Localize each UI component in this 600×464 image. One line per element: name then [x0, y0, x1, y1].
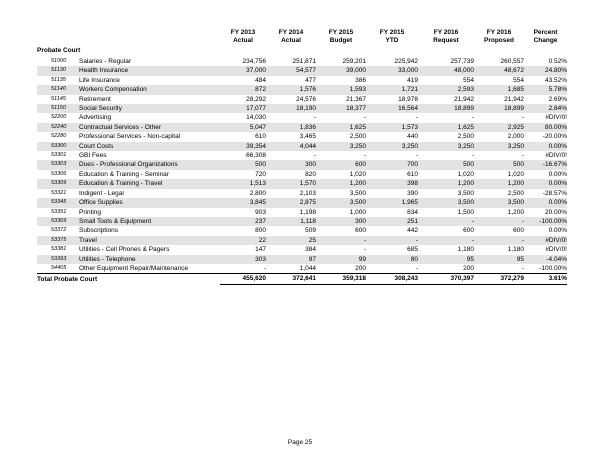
col-header-line1: FY 2015 [328, 29, 354, 36]
line-item-description: Utilities - Cell Phones & Pagers [79, 246, 170, 254]
amount-cell: 200 [463, 264, 474, 272]
table-row [37, 179, 567, 188]
amount-cell: 500 [418, 160, 474, 169]
account-code: 53306 [51, 170, 67, 177]
amount-cell: 1,576 [266, 85, 316, 94]
line-item-description: Education & Training - Seminar [79, 170, 169, 178]
percent-change-cell: #DIV/0! [545, 114, 567, 122]
amount-cell: - [521, 264, 524, 272]
amount-cell: 2,925 [474, 123, 524, 132]
amount-cell: 386 [355, 76, 366, 84]
account-code: 53372 [51, 227, 67, 234]
amount-cell: 237 [220, 217, 266, 226]
amount-cell: 80 [366, 255, 418, 264]
amount-cell: 3,500 [316, 198, 366, 207]
amount-cell: 1,625 [418, 123, 474, 132]
line-item-description: Printing [79, 208, 102, 216]
amount-cell: 1,180 [457, 246, 474, 254]
table-row [37, 113, 567, 122]
amount-cell: - [521, 114, 524, 122]
amount-cell: 48,672 [474, 66, 524, 75]
line-item-description: Salaries - Regular [79, 58, 132, 65]
amount-cell: 834 [407, 208, 418, 216]
amount-cell: 872 [220, 85, 266, 94]
total-value: 372,641 [266, 274, 316, 284]
col-header-line2: Proposed [484, 37, 514, 44]
amount-cell: 22 [220, 236, 266, 245]
amount-cell: 1,198 [299, 208, 316, 216]
account-code: 51150 [37, 104, 77, 113]
amount-cell: 3,845 [220, 198, 266, 207]
percent-change-cell: 24.80% [524, 66, 567, 75]
amount-cell: - [521, 152, 524, 160]
amount-cell: 3,250 [366, 142, 418, 151]
line-item-description: Contractual Services - Other [77, 123, 220, 132]
amount-cell: 1,020 [507, 170, 524, 178]
amount-cell: 1,570 [266, 179, 316, 188]
amount-cell: 16,564 [366, 104, 418, 113]
amount-cell: 1,685 [474, 85, 524, 94]
percent-change-cell: 5.78% [524, 85, 567, 94]
amount-cell: 1,625 [316, 123, 366, 132]
percent-change-cell: 80.00% [524, 123, 567, 132]
account-code: 53369 [37, 217, 77, 226]
amount-cell: 14,030 [246, 114, 266, 122]
account-code: 53351 [51, 208, 67, 215]
amount-cell: 1,513 [220, 179, 266, 188]
amount-cell: 66,308 [246, 152, 266, 160]
table-row [37, 66, 567, 75]
amount-cell: 610 [407, 170, 418, 178]
table-row [37, 189, 567, 198]
amount-cell: 600 [463, 227, 474, 235]
account-code: 51130 [37, 66, 77, 75]
col-header-line1: FY 2015 [379, 29, 405, 36]
amount-cell: 99 [316, 255, 366, 264]
amount-cell: 1,593 [316, 85, 366, 94]
amount-cell: 3,465 [299, 133, 316, 141]
percent-change-cell: -4.04% [524, 255, 567, 264]
line-item-description: Court Costs [77, 142, 220, 151]
amount-cell: 251 [366, 217, 418, 226]
total-percent-change: 3.61% [524, 274, 567, 284]
amount-cell: 700 [366, 160, 418, 169]
amount-cell: 33,000 [366, 66, 418, 75]
amount-cell: - [471, 114, 474, 122]
amount-cell: 1,118 [266, 217, 316, 226]
total-value: 308,243 [366, 274, 418, 284]
amount-cell: 1,573 [366, 123, 418, 132]
col-header-fy2014-actual [266, 29, 316, 45]
table-row [37, 57, 567, 66]
percent-change-cell: 0.00% [524, 198, 567, 207]
line-item-description: Professional Services - Non-capital [79, 133, 181, 141]
account-code: 52280 [51, 133, 67, 140]
table-row [37, 151, 567, 160]
table-row [37, 160, 567, 169]
amount-cell: 1,180 [507, 246, 524, 254]
amount-cell: - [363, 152, 366, 160]
amount-cell: 820 [305, 170, 316, 178]
col-header-line1: FY 2014 [278, 29, 304, 36]
col-header-line1: FY 2013 [230, 29, 256, 36]
amount-cell: 1,020 [349, 170, 366, 178]
amount-cell: 440 [407, 133, 418, 141]
amount-cell: 260,557 [500, 58, 524, 65]
col-header-line2: Request [433, 37, 459, 44]
amount-cell: - [366, 236, 418, 245]
percent-change-cell: #DIV/0! [545, 152, 567, 160]
line-item-description: Office Supplies [77, 198, 220, 207]
table-row [37, 226, 567, 235]
amount-cell: 18,899 [418, 104, 474, 113]
col-header-line2: Actual [281, 37, 301, 44]
amount-cell: 554 [513, 76, 524, 84]
amount-cell: 18,377 [316, 104, 366, 113]
line-item-description: Education & Training - Travel [77, 179, 220, 188]
account-code: 53393 [37, 255, 77, 264]
table-row [37, 95, 567, 104]
amount-cell: 600 [513, 227, 524, 235]
amount-cell: 1,000 [349, 208, 366, 216]
amount-cell: 600 [355, 227, 366, 235]
amount-cell: 600 [316, 160, 366, 169]
amount-cell: 200 [355, 264, 366, 272]
table-row [37, 170, 567, 179]
account-code: 52200 [51, 114, 67, 121]
amount-cell: 1,965 [366, 198, 418, 207]
amount-cell: - [471, 152, 474, 160]
amount-cell: - [313, 152, 316, 160]
account-code: 53375 [37, 236, 77, 245]
amount-cell: 500 [474, 160, 524, 169]
total-value: 370,397 [418, 274, 474, 284]
amount-cell: 1,200 [316, 179, 366, 188]
amount-cell: 477 [305, 76, 316, 84]
amount-cell: 3,250 [316, 142, 366, 151]
col-header-line2: Actual [233, 37, 253, 44]
amount-cell: 2,500 [507, 189, 524, 197]
percent-change-cell: -20.00% [542, 133, 567, 141]
amount-cell: - [418, 236, 474, 245]
table-row [37, 132, 567, 141]
line-item-description: Workers Compensation [77, 85, 220, 94]
amount-cell: 225,942 [394, 58, 418, 65]
amount-cell: 3,500 [457, 189, 474, 197]
amount-cell: - [474, 217, 524, 226]
percent-change-cell: 0.00% [548, 170, 567, 178]
line-item-description: Subscriptions [79, 227, 119, 235]
amount-cell: 18,899 [474, 104, 524, 113]
amount-cell: 21,367 [346, 95, 366, 103]
amount-cell: 2,800 [249, 189, 266, 197]
total-value: 359,318 [316, 274, 366, 284]
percent-change-cell: #DIV/0! [524, 236, 567, 245]
amount-cell: 442 [407, 227, 418, 235]
table-row [37, 208, 567, 217]
line-item-description: Dues - Professional Organizations [77, 160, 220, 169]
amount-cell: 259,201 [342, 58, 366, 65]
col-header-line1: FY 2016 [433, 29, 459, 36]
account-code: 51145 [51, 95, 66, 102]
account-code: 53321 [51, 189, 67, 196]
amount-cell: 25 [266, 236, 316, 245]
amount-cell: - [363, 246, 366, 254]
amount-cell: 3,500 [349, 189, 366, 197]
amount-cell: 384 [305, 246, 316, 254]
amount-cell: 95 [418, 255, 474, 264]
amount-cell: 54,577 [266, 66, 316, 75]
amount-cell: 37,000 [220, 66, 266, 75]
section-title: Probate Court [37, 47, 81, 54]
amount-cell: 3,500 [474, 198, 524, 207]
amount-cell: 500 [220, 160, 266, 169]
percent-change-cell: 20.00% [544, 208, 567, 216]
total-value: 455,620 [220, 274, 266, 284]
amount-cell: - [363, 114, 366, 122]
amount-cell: 419 [407, 76, 418, 84]
col-header-line2: YTD [385, 37, 399, 44]
line-item-description: Life Insurance [79, 76, 120, 84]
col-header-fy2016-request [418, 29, 474, 45]
percent-change-cell: 0.00% [524, 142, 567, 151]
amount-cell: 257,739 [450, 58, 474, 65]
amount-cell: 903 [255, 208, 266, 216]
table-row [37, 236, 567, 245]
percent-change-cell: 2.84% [524, 104, 567, 113]
account-code: 53381 [51, 246, 67, 253]
account-code: 51000 [51, 58, 67, 64]
table-row [37, 123, 567, 132]
amount-cell: - [418, 217, 474, 226]
percent-change-cell: -16.67% [524, 160, 567, 169]
line-item-description: Other Equipment Repair/Maintenance [79, 264, 189, 272]
percent-change-cell: #DIV/0! [545, 246, 567, 254]
line-item-description: GBI Fees [79, 152, 107, 160]
budget-rows [37, 57, 567, 274]
account-code: 53300 [37, 142, 77, 151]
amount-cell: 398 [366, 179, 418, 188]
amount-cell: 1,200 [507, 208, 524, 216]
account-code: 53303 [37, 160, 77, 169]
amount-cell: - [316, 236, 366, 245]
amount-cell: 48,000 [418, 66, 474, 75]
table-row [37, 198, 567, 207]
line-item-description: Retirement [79, 95, 111, 103]
amount-cell: 2,875 [266, 198, 316, 207]
amount-cell: 3,250 [418, 142, 474, 151]
amount-cell: 484 [255, 76, 266, 84]
amount-cell: 21,942 [504, 95, 524, 103]
account-code: 53345 [37, 198, 77, 207]
table-row [37, 142, 567, 151]
amount-cell: 300 [316, 217, 366, 226]
amount-cell: 4,044 [266, 142, 316, 151]
line-item-description: Utilities - Telephone [77, 255, 220, 264]
amount-cell: 1,044 [299, 264, 316, 272]
budget-table [37, 57, 567, 285]
amount-cell: 1,721 [366, 85, 418, 94]
amount-cell: - [313, 114, 316, 122]
percent-change-cell: -100.00% [524, 217, 567, 226]
account-code: 54405 [51, 264, 67, 271]
amount-cell: 2,593 [418, 85, 474, 94]
amount-cell: 24,576 [296, 95, 316, 103]
account-code: 53301 [51, 152, 67, 159]
account-code: 51135 [51, 76, 66, 83]
col-header-percent-change [524, 29, 567, 45]
percent-change-cell: 2.69% [548, 95, 567, 103]
col-header-line2: Budget [329, 37, 353, 44]
amount-cell: 97 [266, 255, 316, 264]
account-code: 51140 [37, 85, 77, 94]
amount-cell: 28,292 [246, 95, 266, 103]
amount-cell: 2,500 [349, 133, 366, 141]
amount-cell: 800 [255, 227, 266, 235]
percent-change-cell: -100.00% [539, 264, 567, 272]
amount-cell: 5,047 [220, 123, 266, 132]
percent-change-cell: -28.57% [542, 189, 567, 197]
amount-cell: 3,500 [418, 198, 474, 207]
amount-cell: - [415, 152, 418, 160]
amount-cell: 39,354 [220, 142, 266, 151]
table-row [37, 264, 567, 274]
line-item-description: Health Insurance [77, 66, 220, 75]
total-label: Total Probate Court [37, 274, 220, 284]
percent-change-cell: 43.52% [544, 76, 567, 84]
table-row [37, 217, 567, 226]
amount-cell: 303 [220, 255, 266, 264]
amount-cell: - [415, 114, 418, 122]
amount-cell: - [415, 264, 418, 272]
account-code: 53309 [37, 179, 77, 188]
amount-cell: 147 [255, 246, 266, 254]
amount-cell: 251,871 [292, 58, 316, 65]
amount-cell: 2,103 [299, 189, 316, 197]
table-row [37, 85, 567, 94]
table-row [37, 76, 567, 85]
amount-cell: 1,020 [457, 170, 474, 178]
line-item-description: Travel [77, 236, 220, 245]
percent-change-cell: 0.52% [548, 58, 567, 65]
table-row [37, 104, 567, 113]
amount-cell: 2,500 [457, 133, 474, 141]
col-header-fy2016-proposed [474, 29, 524, 45]
amount-cell: 1,500 [457, 208, 474, 216]
amount-cell: 1,836 [266, 123, 316, 132]
line-item-description: Small Tools & Equipment [77, 217, 220, 226]
col-header-fy2015-ytd [366, 29, 418, 45]
table-row [37, 255, 567, 264]
amount-cell: 554 [463, 76, 474, 84]
amount-cell: 720 [255, 170, 266, 178]
amount-cell: 17,077 [220, 104, 266, 113]
amount-cell: 685 [407, 246, 418, 254]
col-header-line1: FY 2016 [486, 29, 512, 36]
page-number: Page 25 [287, 439, 313, 446]
amount-cell: 2,000 [507, 133, 524, 141]
line-item-description: Advertising [79, 114, 112, 122]
table-row [37, 245, 567, 254]
percent-change-cell: 0.00% [524, 179, 567, 188]
amount-cell: - [474, 236, 524, 245]
amount-cell: 95 [474, 255, 524, 264]
account-code: 52240 [37, 123, 77, 132]
amount-cell: 300 [266, 160, 316, 169]
total-row [37, 274, 567, 284]
amount-cell: 39,000 [316, 66, 366, 75]
col-header-line2: Change [533, 37, 558, 44]
col-header-fy2015-budget [316, 29, 366, 45]
amount-cell: 3,250 [474, 142, 524, 151]
total-value: 372,279 [474, 274, 524, 284]
line-item-description: Social Security [77, 104, 220, 113]
amount-cell: - [263, 264, 266, 272]
col-header-line1: Percent [533, 29, 558, 36]
col-header-fy2013-actual [220, 29, 266, 45]
amount-cell: 610 [255, 133, 266, 141]
amount-cell: 234,756 [242, 58, 266, 65]
percent-change-cell: 0.00% [548, 227, 567, 235]
amount-cell: 1,200 [418, 179, 474, 188]
amount-cell: 18,978 [398, 95, 418, 103]
line-item-description: Indigent - Legal [79, 189, 124, 197]
amount-cell: 390 [407, 189, 418, 197]
amount-cell: 509 [305, 227, 316, 235]
amount-cell: 1,200 [474, 179, 524, 188]
amount-cell: 21,942 [454, 95, 474, 103]
amount-cell: 18,190 [266, 104, 316, 113]
